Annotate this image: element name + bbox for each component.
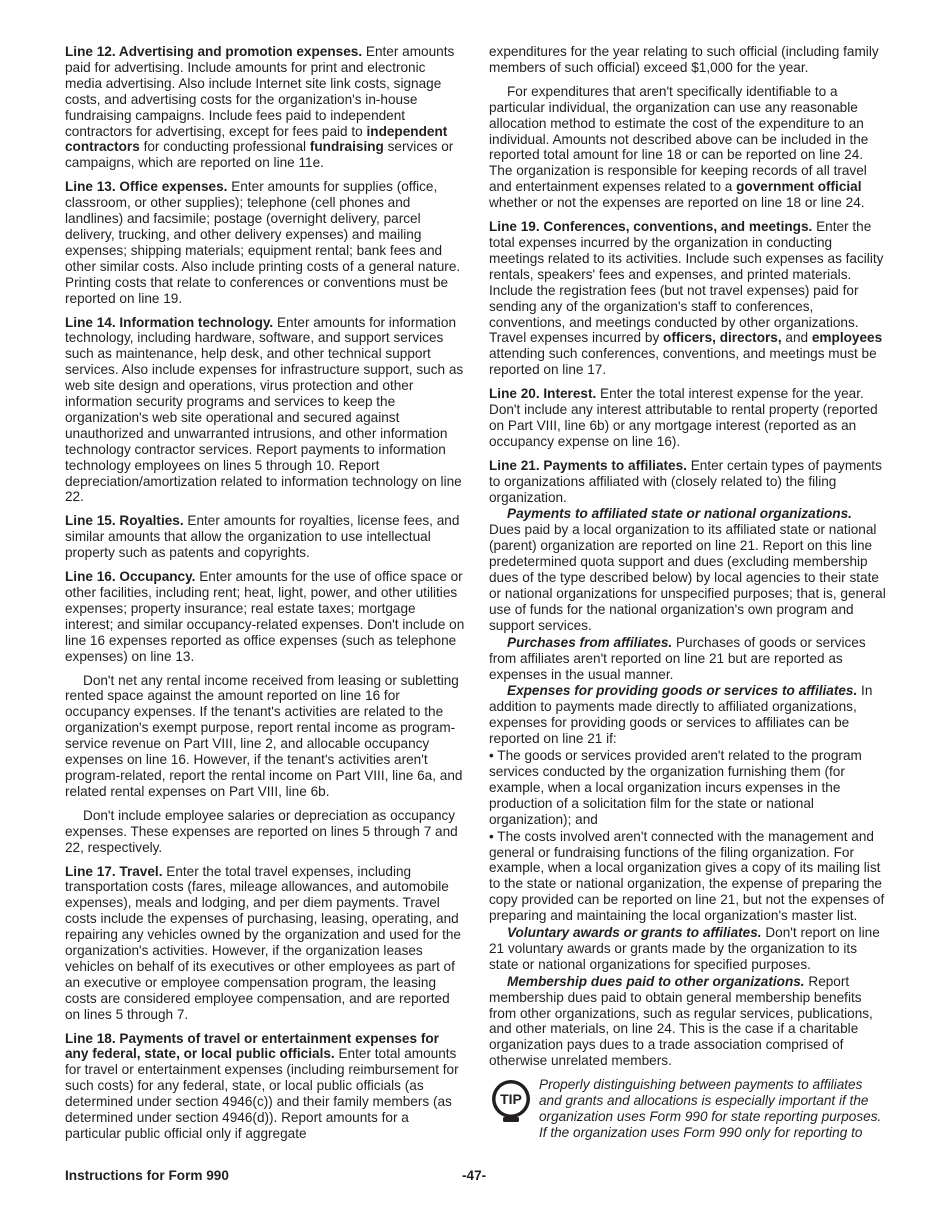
line21-sub1-paragraph: Payments to affiliated state or national organizations. Dues paid by a local organization to its affiliated state or national (parent) organization are reported on line 21. Report on this line predetermined quota support and dues (excluding membership dues of the type described below) by local agencies to their state or national organizations for unspecified purposes; that is, general use of funds for the national organization's own program and support services. — [489, 506, 886, 633]
line16-paragraph: Line 16. Occupancy. Enter amounts for the use of office space or other facilities, including rent; heat, light, power, and other utilities expenses; property insurance; real estate taxes; mortgage interest; and similar occupancy-related expenses. Don't include on line 16 expenses reported as office expenses (such as telephone expenses) on line 13. — [65, 569, 465, 664]
line21-sub3-heading: Expenses for providing goods or services to affiliates. — [507, 683, 858, 699]
tip-box — [489, 1077, 887, 1141]
line18-paragraph-2: For expenditures that aren't specifically identifiable to a particular individual, the organization can use any reasonable allocation method to estimate the cost of the expenditure to an individual. Amounts not described above can be included in the reported total amount for line 18 or can be reported on line 24. The organization is responsible for keeping records of all travel and entertainment expenses related to a government official whether or not the expenses are reported on line 18 or line 24. — [489, 83, 869, 211]
line18-heading: Line 18. Payments of travel or entertainment expenses for any federal, state, or local public officials. — [65, 1030, 439, 1062]
line20-heading: Line 20. Interest. — [489, 386, 597, 402]
footer-page-number: -47- — [462, 1168, 487, 1183]
bullet-icon: • — [489, 748, 494, 764]
line19-heading: Line 19. Conferences, conventions, and meetings. — [489, 219, 813, 235]
line21-sub4-heading: Voluntary awards or grants to affiliates. — [507, 925, 762, 941]
line21-heading: Line 21. Payments to affiliates. — [489, 457, 687, 473]
line18-paragraph: Line 18. Payments of travel or entertainment expenses for any federal, state, or local public officials. Enter total amounts for travel or entertainment expenses (including reimbursement for such costs) for any federal, state, or local public officials (as determined under section 4946(c)) and their family members (as determined under section 4946(d)). Report amounts for a particular public official only if aggregate — [65, 1030, 459, 1141]
svg-text:TIP: TIP — [500, 1091, 522, 1108]
line13-heading: Line 13. Office expenses. — [65, 179, 228, 195]
line15-heading: Line 15. Royalties. — [65, 513, 184, 529]
line12-heading: Line 12. Advertising and promotion expenses. — [65, 44, 363, 59]
line17-heading: Line 17. Travel. — [65, 863, 163, 879]
line18-continuation: expenditures for the year relating to such official (including family members of such official) exceed $1,000 for the year. — [489, 44, 879, 75]
line15-paragraph: Line 15. Royalties. Enter amounts for royalties, license fees, and similar amounts that allow the organization to use intellectual property such as patents and copyrights. — [65, 513, 460, 561]
line21-sub2-paragraph: Purchases from affiliates. Purchases of goods or services from affiliates aren't reported on line 21 but are reported as expenses in the usual manner. — [489, 634, 866, 682]
line13-paragraph: Line 13. Office expenses. Enter amounts for supplies (office, classroom, or other supplies); telephone (cell phones and landlines) and facsimile; postage (overnight delivery, parcel delivery, trucking, and other delivery expenses) and mailing expenses; shipping materials; equipment rental; bank fees and other similar costs. Also include printing costs of a general nature. Printing costs that relate to conferences or conventions must be reported on line 19. — [65, 179, 461, 306]
line12-paragraph: Line 12. Advertising and promotion expenses. Enter amounts paid for advertising. Include amounts for print and electronic media advertising. Also include Internet site link costs, signage costs, and advertising costs for the organization's in-house fundraising campaigns. Include fees paid to independent contractors for advertising, except for fees paid to independent contractors for conducting professional fundraising services or campaigns, which are reported on line 11e. — [65, 44, 455, 171]
line21-bullet-1: • The goods or services provided aren't related to the program services conducted by the organization furnishing them (for example, when a local organization incurs expenses in the production of a solicitation film for the state or national organization); and — [489, 748, 862, 827]
line21-sub5-paragraph: Membership dues paid to other organizations. Report membership dues paid to obtain general membership benefits from other organizations, such as regular services, publications, and other materials, on line 24. This is the case if a charitable organization pays dues to a trade association comprised of otherwise unrelated members. — [489, 973, 873, 1069]
line21-sub1-heading: Payments to affiliated state or national organizations. — [507, 506, 852, 522]
tip-text: Properly distinguishing between payments to affiliates and grants and allocations is especially important if the organization uses Form 990 for state reporting purposes. If the organization uses Form 990 only for reporting to — [539, 1077, 882, 1140]
line21-sub3-paragraph: Expenses for providing goods or services to affiliates. In addition to payments made directly to affiliated organizations, expenses for providing goods or services to affiliates can be reported on line 21 if: — [489, 683, 873, 747]
line20-paragraph: Line 20. Interest. Enter the total interest expense for the year. Don't include any interest attributable to rental property (reported on Part VIII, line 6b) or any mortgage interest (reported as an occupancy expense on line 16). — [489, 386, 878, 449]
line21-sub2-heading: Purchases from affiliates. — [507, 634, 673, 650]
line21-sub4-paragraph: Voluntary awards or grants to affiliates. Don't report on line 21 voluntary awards or grants made by the organization to its state or national organizations for specified purposes. — [489, 925, 880, 972]
line16-paragraph-2: Don't net any rental income received from leasing or subletting rented space against the amount reported on line 16 for occupancy expenses. If the tenant's activities are related to the organization's exempt purpose, report rental income as program-service revenue on Part VIII, line 2, and allocable occupancy expenses on line 16. However, if the tenant's activities aren't program-related, report the rental income on Part VIII, line 6a, and related rental expenses on Part VIII, line 6b. — [65, 672, 463, 799]
right-column — [489, 44, 887, 1141]
tip-icon — [489, 1079, 533, 1123]
line14-heading: Line 14. Information technology. — [65, 314, 274, 330]
line17-paragraph: Line 17. Travel. Enter the total travel expenses, including transportation costs (fares, mileage allowances, and automobile expenses), meals and lodging, and per diem payments. Travel costs include the expenses of purchasing, leasing, operating, and repairing any vehicles owned by the organization and used for the organization's activities. However, if the organization leases vehicles on behalf of its executives or other employees as part of an executive or employee compensation program, the leasing costs are considered employee compensation, and are reported on lines 5 through 7. — [65, 863, 461, 1022]
line21-sub5-heading: Membership dues paid to other organizations. — [507, 973, 805, 989]
line16-heading: Line 16. Occupancy. — [65, 569, 196, 585]
line21-bullet-2: • The costs involved aren't connected with the management and general or fundraising functions of the filing organization. For example, when a local organization gives a copy of its mailing list to the state or national organization, the expense of preparing the copy provided can be reported on line 21, but not the expenses of preparing and maintaining the local organization's master list. — [489, 828, 885, 924]
line14-paragraph: Line 14. Information technology. Enter amounts for information technology, including hardware, software, and support services such as maintenance, help desk, and other technical support services. Also include expenses for infrastructure support, such as web site design and operations, virus protection and other information security programs and services to keep the organization's web site operational and secured against unauthorized and unwarranted intrusions, and other information technology contractor services. Report payments to information technology employees on lines 5 through 10. Report depreciation/amortization related to information technology on line 22. — [65, 314, 464, 505]
line19-paragraph: Line 19. Conferences, conventions, and meetings. Enter the total expenses incurred by the organization in conducting meetings related to its activities. Include such expenses as facility rentals, speakers' fees and expenses, and printed materials. Include the registration fees (but not travel expenses) paid for sending any of the organization's staff to conferences, conventions, and meetings conducted by other organizations. Travel expenses incurred by officers, directors, and employees attending such conferences, conventions, and meetings must be reported on line 17. — [489, 219, 884, 378]
left-column — [65, 44, 465, 1150]
line21-paragraph: Line 21. Payments to affiliates. Enter certain types of payments to organizations affiliated with (closely related to) the filing organization. — [489, 457, 882, 505]
footer-form-title: Instructions for Form 990 — [65, 1168, 229, 1183]
line16-paragraph-3: Don't include employee salaries or depreciation as occupancy expenses. These expenses are reported on lines 5 through 7 and 22, respectively. — [65, 807, 458, 855]
bullet-icon: • — [489, 828, 494, 844]
